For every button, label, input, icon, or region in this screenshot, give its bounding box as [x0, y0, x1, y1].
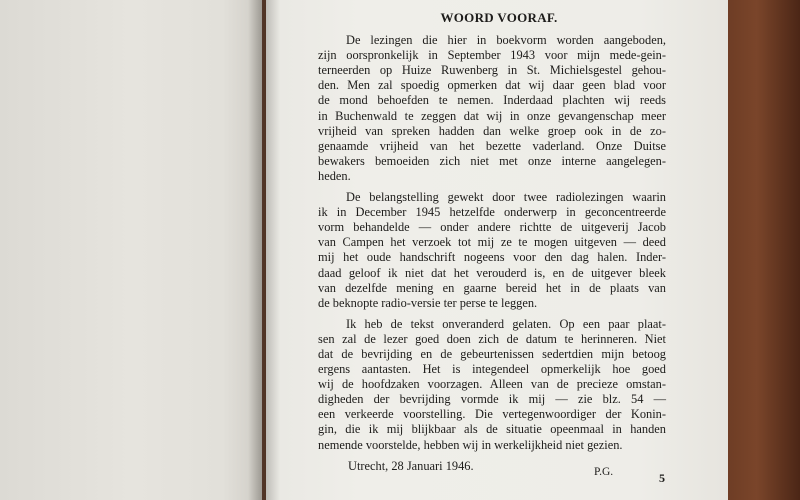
left-blank-page	[0, 0, 262, 500]
text-line: de mond behoefden te nemen. Inderdaad plachten wij reeds	[318, 93, 666, 108]
page-title: WOORD VOORAF.	[440, 10, 558, 25]
text-line: daad geloof ik niet dat het verouderd is, en de uitgever bleek	[318, 265, 666, 280]
text-line: ik in December 1945 hetzelfde onderwerp in geconcentreerde	[318, 205, 666, 220]
text-line: zijn oorspronkelijk in September 1943 voor mijn mede-gein-	[318, 48, 666, 63]
text-line: een verkeerde voorstelling. Die vertegenwoordiger der Konin-	[318, 407, 666, 422]
text-line: mij het oude handschrift nogeens voor den dag halen. Inder-	[318, 250, 666, 265]
text-line: De belangstelling gewekt door twee radiolezingen waarin	[346, 190, 666, 205]
text-line: ergens aantasten. Het is integendeel opmerkelijk hoe goed	[318, 362, 666, 377]
author-initials: P.G.	[594, 465, 614, 478]
text-line: nemende voorstelde, hebben wij in werkelijkheid niet gezien.	[318, 437, 623, 452]
book-gutter	[248, 0, 280, 500]
text-line: vorm behandelde — onder andere richtte de uitgeverij Jacob	[318, 220, 666, 235]
signature-row	[318, 459, 666, 477]
text-line: digheden der bevrijding vormde ik mij — zie blz. 54 —	[318, 392, 666, 407]
text-line: wij de hoofdzaken voorzagen. Alleen van de precieze omstan-	[318, 377, 666, 392]
text-line: bewakers bemoeiden zich niet met onze interne aangelegen-	[318, 153, 666, 168]
text-line: sen zal de lezer goed doen zich de datum te herinneren. Niet	[318, 331, 666, 346]
paragraph-2	[318, 190, 666, 311]
text-line: van Campen het verzoek tot mij ze te mogen uitgeven — deed	[318, 235, 666, 250]
text-line: genaamde vrijheid van het bezette vaderland. Onze Duitse	[318, 138, 666, 153]
text-line: in Buchenwald te zeggen dat wij in onze gevangenschap meer	[318, 108, 666, 123]
text-line: De lezingen die hier in boekvorm worden aangeboden,	[346, 33, 666, 48]
paragraph-3	[318, 317, 666, 453]
text-line: van dezelfde mening en gaarne bereid het in de plaats van	[318, 280, 666, 295]
place-date: Utrecht, 28 Januari 1946.	[348, 458, 474, 473]
wooden-table-background	[728, 0, 800, 500]
page-text	[318, 10, 666, 477]
text-line: Ik heb de tekst onveranderd gelaten. Op een paar plaat-	[346, 316, 666, 331]
text-line: den. Men zal spoedig opmerken dat wij daar geen blad voor	[318, 78, 666, 93]
text-line: terneerden op Huize Ruwenberg in St. Michielsgestel gehou-	[318, 63, 666, 78]
page-number: 5	[659, 471, 665, 485]
paragraph-1	[318, 33, 666, 184]
text-line: de beknopte radio-versie ter perse te leggen.	[318, 295, 538, 310]
text-line: dat de bevrijding en de gebeurtenissen sedertdien mijn betoog	[318, 346, 666, 361]
text-line: vrijheid van spreken hadden dan welke groep ook in de zo-	[318, 123, 666, 138]
text-line: heden.	[318, 168, 351, 183]
text-line: gin, die ik mij blijkbaar als de situatie opeenmaal in handen	[318, 422, 666, 437]
